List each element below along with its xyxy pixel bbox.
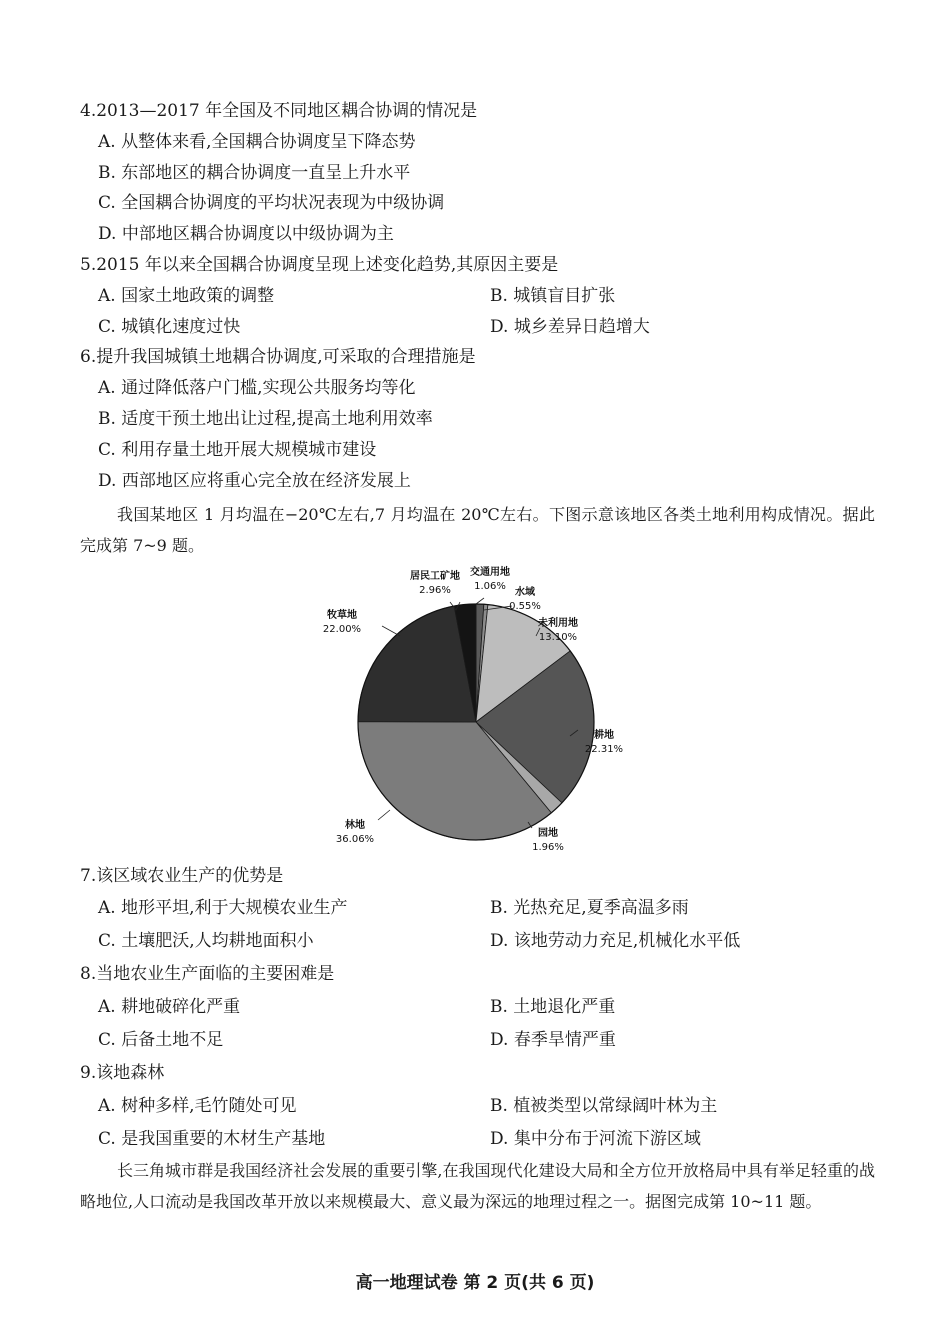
q8-option-d: D. 春季旱情严重 [490,1030,616,1050]
q8-stem: 8.当地农业生产面临的主要困难是 [80,964,335,984]
label-cropland-name: 耕地 [594,730,614,741]
q4-option-d: D. 中部地区耦合协调度以中级协调为主 [98,224,394,244]
q8-option-c: C. 后备土地不足 [98,1030,224,1050]
label-residential-name: 居民工矿地 [410,571,460,582]
q9-stem: 9.该地森林 [80,1063,165,1083]
q6-option-c: C. 利用存量土地开展大规模城市建设 [98,440,377,460]
label-transport-name: 交通用地 [470,567,510,578]
q5-option-d: D. 城乡差异日趋增大 [490,317,650,337]
label-residential-value: 2.96% [419,585,451,596]
q6-option-a: A. 通过降低落户门槛,实现公共服务均等化 [98,378,416,398]
label-garden-name: 园地 [538,828,558,839]
leader-line-forest [378,810,390,820]
q7-stem: 7.该区域农业生产的优势是 [80,866,284,886]
q6-option-d: D. 西部地区应将重心完全放在经济发展上 [98,471,411,491]
q6-stem: 6.提升我国城镇土地耦合协调度,可采取的合理措施是 [80,347,476,367]
q7-option-d: D. 该地劳动力充足,机械化水平低 [490,931,741,951]
leader-line-transport [476,598,484,604]
label-transport-value: 1.06% [474,581,506,592]
intro-paragraph-10-11: 长三角城市群是我国经济社会发展的重要引擎,在我国现代化建设大局和全方位开放格局中具有举足轻重的战略地位,人口流动是我国改革开放以来规模最大、意义最为深远的地理过程之一。据图完成第 10~11 题。 [80,1161,875,1211]
q5-option-b: B. 城镇盲目扩张 [490,286,616,306]
leader-line-pasture [382,626,400,636]
label-unused-name: 未利用地 [538,618,578,629]
q7-option-b: B. 光热充足,夏季高温多雨 [490,898,689,918]
label-water-name: 水域 [515,587,535,598]
label-forest-name: 林地 [345,820,365,831]
q8-option-a: A. 耕地破碎化严重 [98,997,241,1017]
q4-option-a: A. 从整体来看,全国耦合协调度呈下降态势 [98,132,416,152]
label-unused-value: 13.10% [538,632,578,643]
label-pasture-name: 牧草地 [327,610,357,621]
intro-paragraph-7-9: 我国某地区 1 月均温在−20℃左右,7 月均温在 20℃左右。下图示意该地区各类土地利用构成情况。据此完成第 7~9 题。 [80,505,875,555]
label-forest-value: 36.06% [335,834,375,845]
label-cropland-value: 22.31% [584,744,624,755]
q6-option-b: B. 适度干预土地出让过程,提高土地利用效率 [98,409,433,429]
q4-option-b: B. 东部地区的耦合协调度一直呈上升水平 [98,163,411,183]
q9-option-d: D. 集中分布于河流下游区域 [490,1129,701,1149]
q5-stem: 5.2015 年以来全国耦合协调度呈现上述变化趋势,其原因主要是 [80,255,559,275]
q9-option-c: C. 是我国重要的木材生产基地 [98,1129,326,1149]
q4-option-c: C. 全国耦合协调度的平均状况表现为中级协调 [98,193,445,213]
q4-stem: 4.2013—2017 年全国及不同地区耦合协调的情况是 [80,101,478,121]
label-pasture-value: 22.00% [322,624,362,635]
label-water-value: 0.55% [509,601,541,612]
q9-option-b: B. 植被类型以常绿阔叶林为主 [490,1096,718,1116]
q7-option-a: A. 地形平坦,利于大规模农业生产 [98,898,348,918]
label-garden-value: 1.96% [532,842,564,853]
page-footer: 高一地理试卷 第 2 页(共 6 页) [355,1273,595,1293]
q7-option-c: C. 土壤肥沃,人均耕地面积小 [98,931,314,951]
q8-option-b: B. 土地退化严重 [490,997,616,1017]
q5-option-a: A. 国家土地政策的调整 [98,286,275,306]
q9-option-a: A. 树种多样,毛竹随处可见 [98,1096,297,1116]
land-use-pie-chart [300,560,660,860]
q5-option-c: C. 城镇化速度过快 [98,317,241,337]
